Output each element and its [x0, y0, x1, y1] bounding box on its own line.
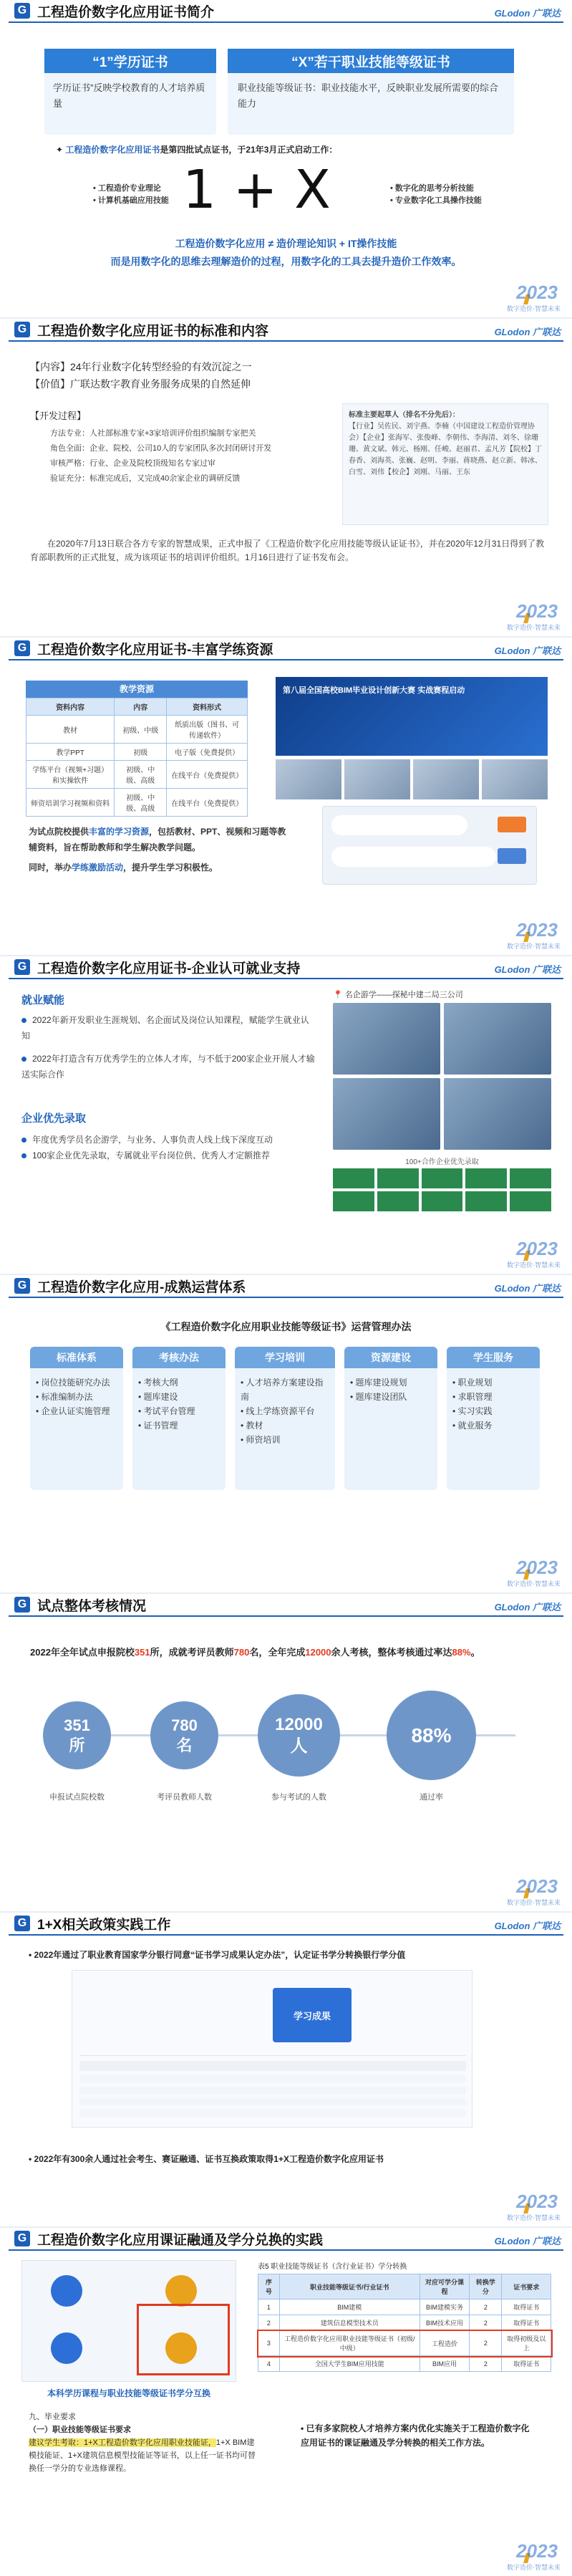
slide-policy: [0, 1913, 572, 2228]
g-logo-icon: G: [14, 3, 30, 19]
glodon-logo: GLodon 广联达: [494, 327, 561, 337]
slide-title: 工程造价数字化应用证书-丰富学练资源: [37, 642, 273, 658]
glodon-logo: GLodon 广联达: [494, 964, 561, 975]
photo-caption: 📍 名企游学——探秘中建二局三公司: [333, 991, 463, 999]
graduation-requirements: 九、毕业要求 （一）职业技能等级证书要求 建议学生考取：1+X工程造价数字化应用职业技能证，1+X BIM建模技能证、1+X建筑信息模型技能证等证书，以上任一证书均可替换任一学分的专业选修课程。: [29, 2413, 256, 2473]
slide-header: [0, 638, 572, 659]
credit-diagram: [21, 2260, 236, 2382]
stat-circle-teachers: 780 名: [150, 1701, 218, 1769]
policy-bullet-1: • 2022年通过了职业教育国家学分银行同意“证书学习成果认定办法”，认定证书学分转换银行学分值: [29, 1950, 406, 1960]
slide-title: 试点整体考核情况: [37, 1598, 147, 1614]
footer-logo: 2023 数字造价·智慧未来: [507, 2191, 561, 2221]
footer-logo: 2023 数字造价·智慧未来: [507, 2540, 561, 2571]
slide-title: 1+X相关政策实践工作: [37, 1917, 171, 1933]
cert-box-2-title: “X”若干职业技能等级证书: [228, 49, 514, 73]
resource-table: 教学资源 资料内容 内容 资料形式 教材 初级、中级 纸质出版（图书、可传递软件） 教学PPT 初级 电子版（免费提供） 学练平台（视频+习题）和实操软件 初级、中级、高级 在线平台（免费提供） 师资培训学习视频和资料 初级、中级、高级 在线平台（免费提供）: [26, 681, 248, 817]
g-logo-icon: G: [14, 2231, 30, 2246]
g-logo-icon: G: [14, 1916, 30, 1931]
footer-logo: 2023 数字造价·智慧未来: [507, 919, 561, 950]
footer-logo: 2023 数字造价·智慧未来: [507, 282, 561, 312]
glodon-logo: GLodon 广联达: [494, 2236, 561, 2246]
slide-title: 工程造价数字化应用-成熟运营体系: [37, 1279, 246, 1295]
glodon-logo: GLodon 广联达: [494, 8, 561, 19]
slide-header: [0, 956, 572, 978]
slide-header: [0, 2228, 572, 2249]
glodon-logo: GLodon 广联达: [494, 1921, 561, 1931]
content-value: 【内容】24年行业数字化转型经验的有效沉淀之一 【价值】广联达数字教育业务服务成果的自然延伸: [30, 361, 252, 390]
slide-title: 工程造价数字化应用证书简介: [37, 4, 215, 20]
g-logo-icon: G: [14, 322, 30, 337]
g-logo-icon: G: [14, 1597, 30, 1613]
caption-examinees: 参与考试的人数: [271, 1793, 326, 1802]
right-skills: • 数字化的思考分析技能 • 专业数字化工具操作技能: [390, 184, 482, 205]
stat-circle-passrate: 88%: [387, 1691, 476, 1780]
col-resources: 资源建设 • 题库建设规划 • 题库建设团队: [344, 1347, 437, 1490]
footer-logo: 2023 数字造价·智慧未来: [507, 600, 561, 631]
dev-title: 【开发过程】: [30, 410, 87, 421]
slide-title: 工程造价数字化应用课证融通及学分兑换的实践: [37, 2232, 324, 2248]
phone-mockup: [322, 806, 537, 885]
glodon-logo: GLodon 广联达: [494, 1602, 561, 1613]
priority-list: 年度优秀学员名企游学，与业务、人事负责人线上线下深度互动 100家企业优先录取，专属就业平台岗位供、优秀人才定额推荐: [21, 1132, 315, 1163]
right-bullet: • 已有多家院校人才培养方案内优化实施关于工程造价数字化应用证书的课证融通及学分转换的相关工作方法。: [301, 2423, 530, 2448]
cert-box-1-title: “1”学历证书: [44, 49, 216, 73]
col-standard: 标准体系 • 岗位技能研究办法 • 标准编制办法 • 企业认证实施管理: [30, 1347, 123, 1490]
competition-banner: 第八届全国高校BIM毕业设计创新大赛 实战赛程启动: [276, 677, 548, 756]
stat-circle-schools: 351 所: [43, 1701, 111, 1769]
left-skills: • 工程造价专业理论 • 计算机基础应用技能: [93, 184, 169, 205]
slide-standard: [0, 319, 572, 638]
credit-table: 表5 职业技能等级证书（含行业证书）学分转换 序号 职业技能等级证书/行业证书 对应可学分课程 转换学分 证书要求 1 BIM建模 BIM建模实务 2 取得证书 2 建筑信息模型技术员 BIM技术应用 2 取得证书 3 工程造价数字化应用职业技能等级证书（初级/中级） 工程造价 2 取得初级及以上 4 全国大学生BIM应用技能 BIM应用 2 取得证书: [258, 2260, 551, 2372]
g-logo-icon: G: [14, 959, 30, 975]
cert-box-2-text: 职业技能等级证书：职业技能水平，反映职业发展所需要的综合能力: [238, 82, 499, 109]
partners-caption: 100+合作企业优先录取: [405, 1158, 479, 1166]
slide-employment: [0, 956, 572, 1275]
dev-list: 方法专业：人社部标准专家+3家培训评价组织编制专家把关 角色全面：企业、院校、公司10人的专家团队多次封闭研讨开发 审核严格：行业、企业及院校顶级知名专家过审 验证充分：标准完成后，又完成40余家企业的调研反馈: [50, 429, 272, 483]
slide-header: [0, 1913, 572, 1934]
partner-logos: [333, 1168, 551, 1211]
formula-line: 工程造价数字化应用 ≠ 造价理论知识 + IT操作技能: [175, 238, 397, 249]
policy-bullet-2: • 2022年有300余人通过社会考生、赛证融通、证书互换政策取得1+X工程造价数字化应用证书: [29, 2154, 384, 2164]
credit-bank-screenshot: [72, 1970, 472, 2128]
footer-logo: 2023 数字造价·智慧未来: [507, 1875, 561, 1906]
cert-box-1-text: 学历证书”反映学校教育的人才培养质量: [53, 82, 205, 109]
g-logo-icon: G: [14, 640, 30, 656]
experts-box: 标准主要起草人（排名不分先后）： 【行业】吴佐民、刘宇燕、李楠（中国建设工程造价管理协会）【企业】张海军、张俊峰、李朝伟、李海清、刘冬、徐珊珊、黄文斌、韩元、杨刚、任峻、赵丽君、孟凡芳【院校】丁春香、刘海英、张巍、赵明、李丽、蒋晓燕、赵立新、韩冰、白雪、刘伟【校企】刘刚、马丽、王东: [342, 403, 548, 525]
slide-credit-exchange: [0, 2228, 572, 2576]
slide-title: 工程造价数字化应用证书的标准和内容: [37, 323, 269, 339]
col-student: 学生服务 • 职业规划 • 求职管理 • 实习实践 • 就业服务: [447, 1347, 540, 1490]
footer-logo: 2023 数字造价·智慧未来: [507, 1238, 561, 1269]
slide-header: [0, 319, 572, 340]
employment-heading: 就业赋能: [21, 994, 65, 1006]
slide-header: [0, 1275, 572, 1297]
employment-list: 2022年新开发职业生涯规划、名企面试及岗位认知课程，赋能学生就业认知 2022年打造含有万优秀学生的立体人才库，与不低于200家企业开展人才输送实际合作: [21, 1015, 315, 1080]
slide-operation: [0, 1275, 572, 1594]
cert-box-2: [228, 49, 514, 135]
caption-passrate: 通过率: [420, 1793, 443, 1802]
left-caption: 本科学历课程与职业技能等级证书学分互换: [47, 2388, 210, 2398]
col-training: 学习培训 • 人才培养方案建设指南 • 线上学练资源平台 • 教材 • 师资培训: [235, 1347, 335, 1490]
declaration-paragraph: 在2020年7月13日联合各方专家的智慧成果，正式申报了《工程造价数字化应用技能等级认证证书》，并在2020年12月31日得到了教育部职教所的正式批复，成为该项证书的培训评价组织。1月16日进行了证书发布会。: [30, 539, 545, 562]
summary-line: 而是用数字化的思维去理解造价的过程，用数字化的工具去提升造价工作效率。: [110, 256, 462, 267]
slide-intro: [0, 0, 572, 319]
g-logo-icon: G: [14, 1278, 30, 1294]
footer-logo: 2023 数字造价·智慧未来: [507, 1557, 561, 1587]
formula-1x: 1 + X: [183, 159, 331, 221]
caption-teachers: 考评员教师人数: [157, 1793, 212, 1802]
glodon-logo: GLodon 广联达: [494, 645, 561, 656]
intro-line: ✦ 工程造价数字化应用证书是第四批试点证书，于21年3月正式启动工作：: [56, 145, 338, 155]
slide-title: 工程造价数字化应用证书-企业认可就业支持: [37, 961, 301, 976]
stat-circle-examinees: 12000 人: [258, 1694, 340, 1777]
glodon-logo: GLodon 广联达: [494, 1283, 561, 1294]
learning-outcome-card: 学习成果: [273, 1988, 352, 2042]
priority-heading: 企业优先录取: [21, 1112, 87, 1125]
slide-header: [0, 1594, 572, 1615]
stats-sentence: 2022年全年试点申报院校351所，成就考评员教师780名，全年完成12000余人考核，整体考核通过率达88%。: [30, 1647, 480, 1658]
col-exam: 考核办法 • 考核大纲 • 题库建设 • 考试平台管理 • 证书管理: [132, 1347, 226, 1490]
cert-box-1: [44, 49, 216, 135]
slide-pilot-stats: [0, 1594, 572, 1913]
operation-heading: 《工程造价数字化应用职业技能等级证书》运营管理办法: [160, 1321, 412, 1332]
caption-schools: 申报试点院校数: [49, 1793, 105, 1802]
resource-bullets: 为试点院校提供丰富的学习资源，包括教材、PPT、视频和习题等教辅资料，旨在帮助教师和学生解决教学问题。 同时，举办学练激励活动，提升学生学习积极性。: [29, 827, 286, 873]
slide-header: [0, 0, 572, 21]
slide-resources: [0, 638, 572, 956]
